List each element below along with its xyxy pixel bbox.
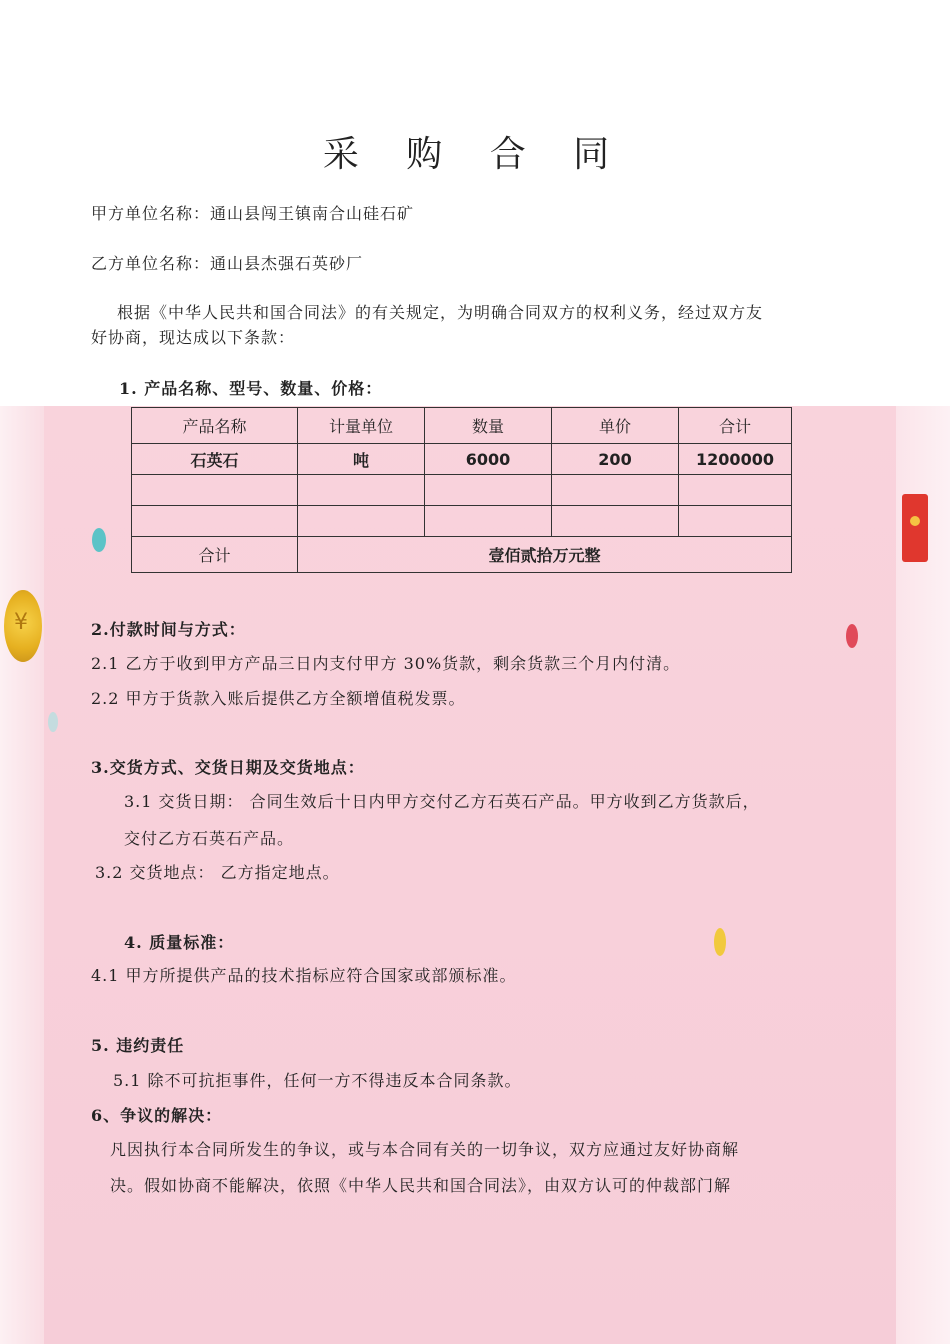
total-amount-cell: 壹佰贰拾万元整 (298, 537, 792, 573)
section-1-heading: 1. 产品名称、型号、数量、价格： (119, 379, 383, 398)
table-row (132, 475, 792, 506)
table-row (132, 506, 792, 537)
faint-teal-ornament-icon (48, 712, 58, 732)
section-6-line-2: 决。假如协商不能解决，依照《中华人民共和国合同法》，由双方认可的仲裁部门解 (110, 1176, 732, 1195)
cell-empty (679, 475, 792, 506)
intro-line-2: 好协商，现达成以下条款： (91, 328, 296, 347)
section-4-item-1: 4.1 甲方所提供产品的技术指标应符合国家或部颁标准。 (91, 966, 517, 985)
section-2-item-1: 2.1 乙方于收到甲方产品三日内支付甲方 30%货款，剩余货款三个月内付清。 (91, 654, 681, 673)
cell-total: 1200000 (679, 444, 792, 475)
header-cell-unit: 计量单位 (298, 408, 425, 444)
party-a-name: 甲方单位名称：通山县闯王镇南合山硅石矿 (91, 204, 415, 223)
table-total-row (132, 537, 792, 573)
section-2-item-2: 2.2 甲方于货款入账后提供乙方全额增值税发票。 (91, 689, 466, 708)
contract-title: 采 购 合 同 (322, 134, 628, 175)
section-5-heading: 5. 违约责任 (91, 1036, 185, 1055)
header-cell-unit-price: 单价 (552, 408, 679, 444)
table-row (132, 444, 792, 475)
cell-empty (425, 475, 552, 506)
header-cell-total: 合计 (679, 408, 792, 444)
cell-empty (679, 506, 792, 537)
table-header-row (132, 408, 792, 444)
header-cell-product-name: 产品名称 (132, 408, 298, 444)
gold-ornament-icon (714, 928, 726, 956)
cell-empty (552, 506, 679, 537)
cell-product-name: 石英石 (132, 444, 298, 475)
intro-line-1: 根据《中华人民共和国合同法》的有关规定，为明确合同双方的权利义务，经过双方友 (117, 303, 764, 322)
header-cell-quantity: 数量 (425, 408, 552, 444)
cell-empty (425, 506, 552, 537)
cell-quantity: 6000 (425, 444, 552, 475)
section-6-line-1: 凡因执行本合同所发生的争议，或与本合同有关的一切争议，双方应通过友好协商解 (110, 1140, 740, 1159)
section-3-item-1-line-2: 交付乙方石英石产品。 (124, 829, 295, 848)
cell-empty (298, 475, 425, 506)
cell-unit-price: 200 (552, 444, 679, 475)
teal-ornament-icon (92, 528, 106, 552)
section-3-item-2: 3.2 交货地点： 乙方指定地点。 (95, 863, 340, 882)
total-label-cell: 合计 (132, 537, 298, 573)
background-left-edge (0, 406, 44, 1344)
product-table (131, 407, 792, 573)
section-2-heading: 2.付款时间与方式： (91, 620, 246, 639)
cell-empty (552, 475, 679, 506)
party-b-name: 乙方单位名称：通山县杰强石英砂厂 (91, 254, 364, 273)
section-4-heading: 4. 质量标准： (124, 933, 235, 952)
section-3-heading: 3.交货方式、交货日期及交货地点： (91, 758, 365, 777)
red-ornament-icon (846, 624, 858, 648)
section-3-item-1-line-1: 3.1 交货日期： 合同生效后十日内甲方交付乙方石英石产品。甲方收到乙方货款后， (124, 792, 760, 811)
red-envelope-icon (902, 494, 928, 562)
cell-empty (132, 506, 298, 537)
gold-coin-icon (4, 590, 42, 662)
section-5-item-1: 5.1 除不可抗拒事件，任何一方不得违反本合同条款。 (113, 1071, 522, 1090)
cell-empty (132, 475, 298, 506)
section-6-heading: 6、争议的解决： (91, 1106, 223, 1125)
cell-unit: 吨 (298, 444, 425, 475)
cell-empty (298, 506, 425, 537)
